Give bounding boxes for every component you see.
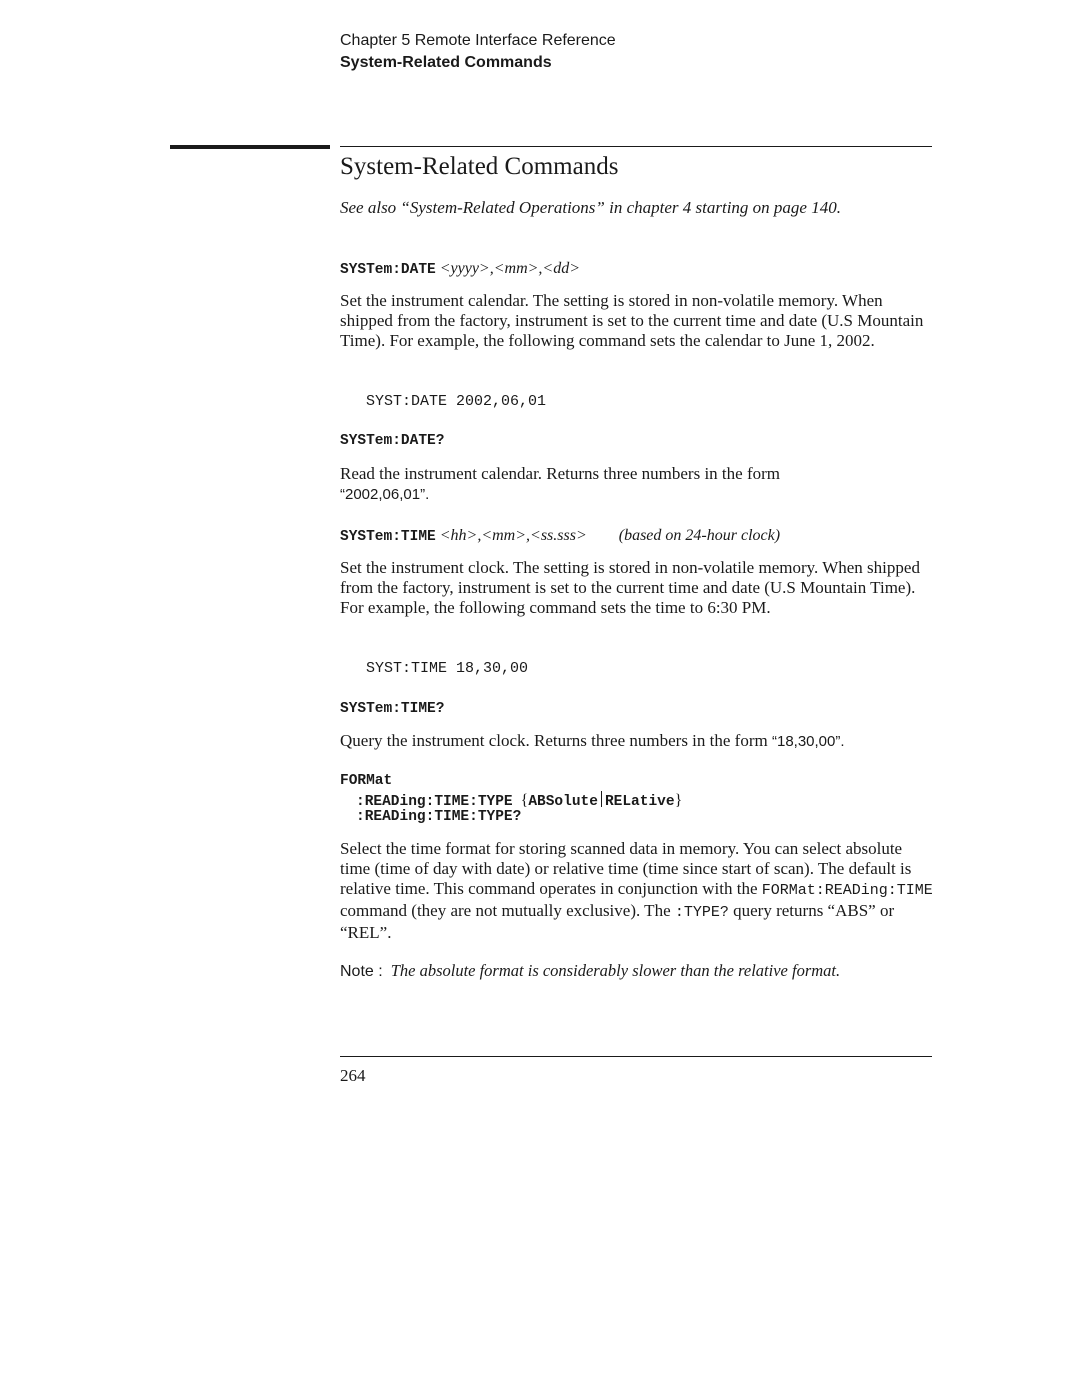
- format-command-root: FORMat: [340, 773, 393, 789]
- inline-code: :TYPE?: [674, 904, 729, 921]
- date-query-value: “2002,06,01”.: [340, 486, 430, 503]
- note-text: The absolute format is considerably slower than the relative format.: [390, 961, 841, 980]
- date-example: SYST:DATE 2002,06,01: [366, 393, 547, 410]
- date-query-description: [340, 464, 934, 505]
- time-example: SYST:TIME 18,30,00: [366, 660, 529, 677]
- command-name: SYSTem:DATE: [340, 262, 436, 278]
- command-heading-date: [340, 260, 580, 278]
- option-relative: RELative: [604, 794, 675, 810]
- section-title: System-Related Commands: [340, 153, 619, 180]
- format-description-part: query returns “ABS” or “REL”.: [340, 901, 895, 942]
- command-heading-date-query: SYSTem:DATE?: [340, 433, 445, 449]
- see-also-reference: See also “System-Related Operations” in chapter 4 starting on page 140.: [340, 198, 841, 217]
- format-description-part: Select the time format for storing scanned data in memory. You can select absolute time (time of day with date) or relative time (time since start of scan). The default is relative time. This command operates in conjunction with the: [340, 839, 912, 898]
- option-absolute: ABSolute: [528, 794, 598, 810]
- inline-code: FORMat:READing:TIME: [761, 882, 933, 899]
- header-thin-rule: [340, 146, 932, 147]
- time-description: Set the instrument clock. The setting is stored in non-volatile memory. When shipped from the factory, instrument is set to the current time and date (U.S Mountain Time). For example, the following command sets the time to 6:30 PM.: [340, 558, 920, 617]
- time-query-text: Query the instrument clock. Returns three numbers in the form: [340, 731, 768, 750]
- date-query-text: Read the instrument calendar. Returns three numbers in the form: [340, 464, 780, 483]
- format-command-query: :READing:TIME:TYPE?: [356, 809, 522, 825]
- format-command-set: [356, 791, 682, 810]
- command-name: :READing:TIME:TYPE: [356, 794, 513, 810]
- command-note: (based on 24-hour clock): [618, 527, 781, 544]
- command-params: <hh>,<mm>,<ss.sss>: [439, 527, 587, 544]
- brace-close: }: [674, 792, 683, 809]
- note-label: Note :: [340, 963, 383, 980]
- option-separator: [601, 791, 602, 807]
- running-header-chapter: Chapter 5 Remote Interface Reference: [340, 32, 616, 49]
- format-description: [340, 839, 934, 943]
- format-description-part: command (they are not mutually exclusive). The: [340, 901, 671, 920]
- command-name: SYSTem:TIME: [340, 529, 436, 545]
- time-query-description: [340, 731, 940, 752]
- command-heading-time-query: SYSTem:TIME?: [340, 701, 445, 717]
- command-heading-time: [340, 527, 780, 545]
- note: [340, 961, 840, 981]
- time-query-value: “18,30,00”.: [771, 733, 845, 750]
- page-number: 264: [340, 1066, 366, 1085]
- header-thick-rule: [170, 145, 330, 149]
- command-params: <yyyy>,<mm>,<dd>: [439, 260, 581, 277]
- footer-rule: [340, 1056, 932, 1057]
- brace-open: {: [520, 792, 529, 809]
- date-description: Set the instrument calendar. The setting is stored in non-volatile memory. When shipped from the factory, instrument is set to the current time and date (U.S Mountain Time). For example, the following command sets the calendar to June 1, 2002.: [340, 291, 924, 350]
- running-header-section: System-Related Commands: [340, 54, 552, 71]
